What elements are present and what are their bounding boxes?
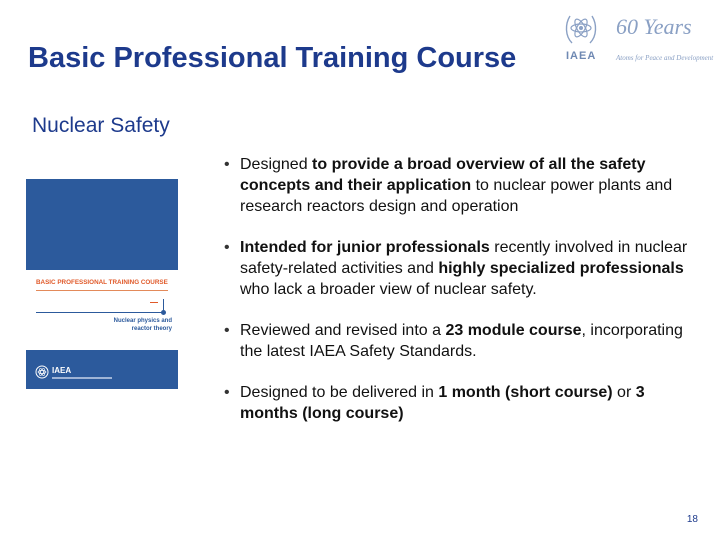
logo-anniversary-text: 60 Years	[616, 14, 692, 39]
cover-rule-blue	[36, 312, 164, 313]
bullet-list	[224, 154, 694, 444]
bullet-item	[224, 237, 694, 300]
cover-iaea-emblem-icon	[35, 365, 49, 379]
bullet-text: Reviewed and revised into a	[240, 322, 446, 339]
cover-rule-orange	[36, 290, 168, 291]
iaea-60-years-logo	[560, 10, 714, 62]
bullet-text-bold: Intended for junior professionals	[240, 239, 490, 256]
logo-brand-text: IAEA	[566, 50, 597, 62]
cover-module-title	[102, 317, 172, 333]
page-number: 18	[686, 514, 698, 525]
bullet-text-bold: 3 months (long course)	[240, 384, 645, 422]
bullet-text: Designed to be delivered in	[240, 384, 439, 401]
slide-subtitle: Nuclear Safety	[32, 114, 170, 137]
cover-module-line-2: reactor theory	[131, 326, 172, 332]
bullet-text-bold: highly specialized professionals	[438, 260, 684, 277]
cover-dot	[161, 310, 166, 315]
cover-agency-line	[52, 377, 112, 379]
bullet-text: who lack a broader view of nuclear safety.	[240, 281, 537, 298]
iaea-emblem-icon	[564, 10, 598, 50]
slide-title: Basic Professional Training Course	[28, 42, 517, 74]
bullet-item	[224, 154, 694, 217]
bullet-item	[224, 320, 694, 362]
logo-tagline: Atoms for Peace and Development	[616, 54, 714, 62]
bullet-text-bold: to provide a broad overview of all the safety concepts and their application	[240, 156, 646, 194]
bullet-text: Designed	[240, 156, 313, 173]
bullet-item	[224, 382, 694, 424]
bullet-text: to nuclear power plants and research reactors design and operation	[240, 177, 673, 215]
bullet-text: recently involved in nuclear safety-related activities and	[240, 239, 688, 277]
bullet-text: or	[612, 384, 636, 401]
bullet-text-bold: 23 module course	[445, 322, 582, 339]
bullet-text: , incorporating the latest IAEA Safety Standards.	[240, 322, 683, 360]
cover-accent-mark	[150, 302, 158, 303]
cover-series-title: BASIC PROFESSIONAL TRAINING COURSE	[36, 279, 168, 286]
course-book-cover	[26, 179, 178, 389]
cover-brand-text: IAEA	[52, 366, 72, 375]
bullet-text-bold: 1 month (short course)	[438, 384, 613, 401]
cover-module-line-1: Nuclear physics and	[113, 318, 172, 324]
